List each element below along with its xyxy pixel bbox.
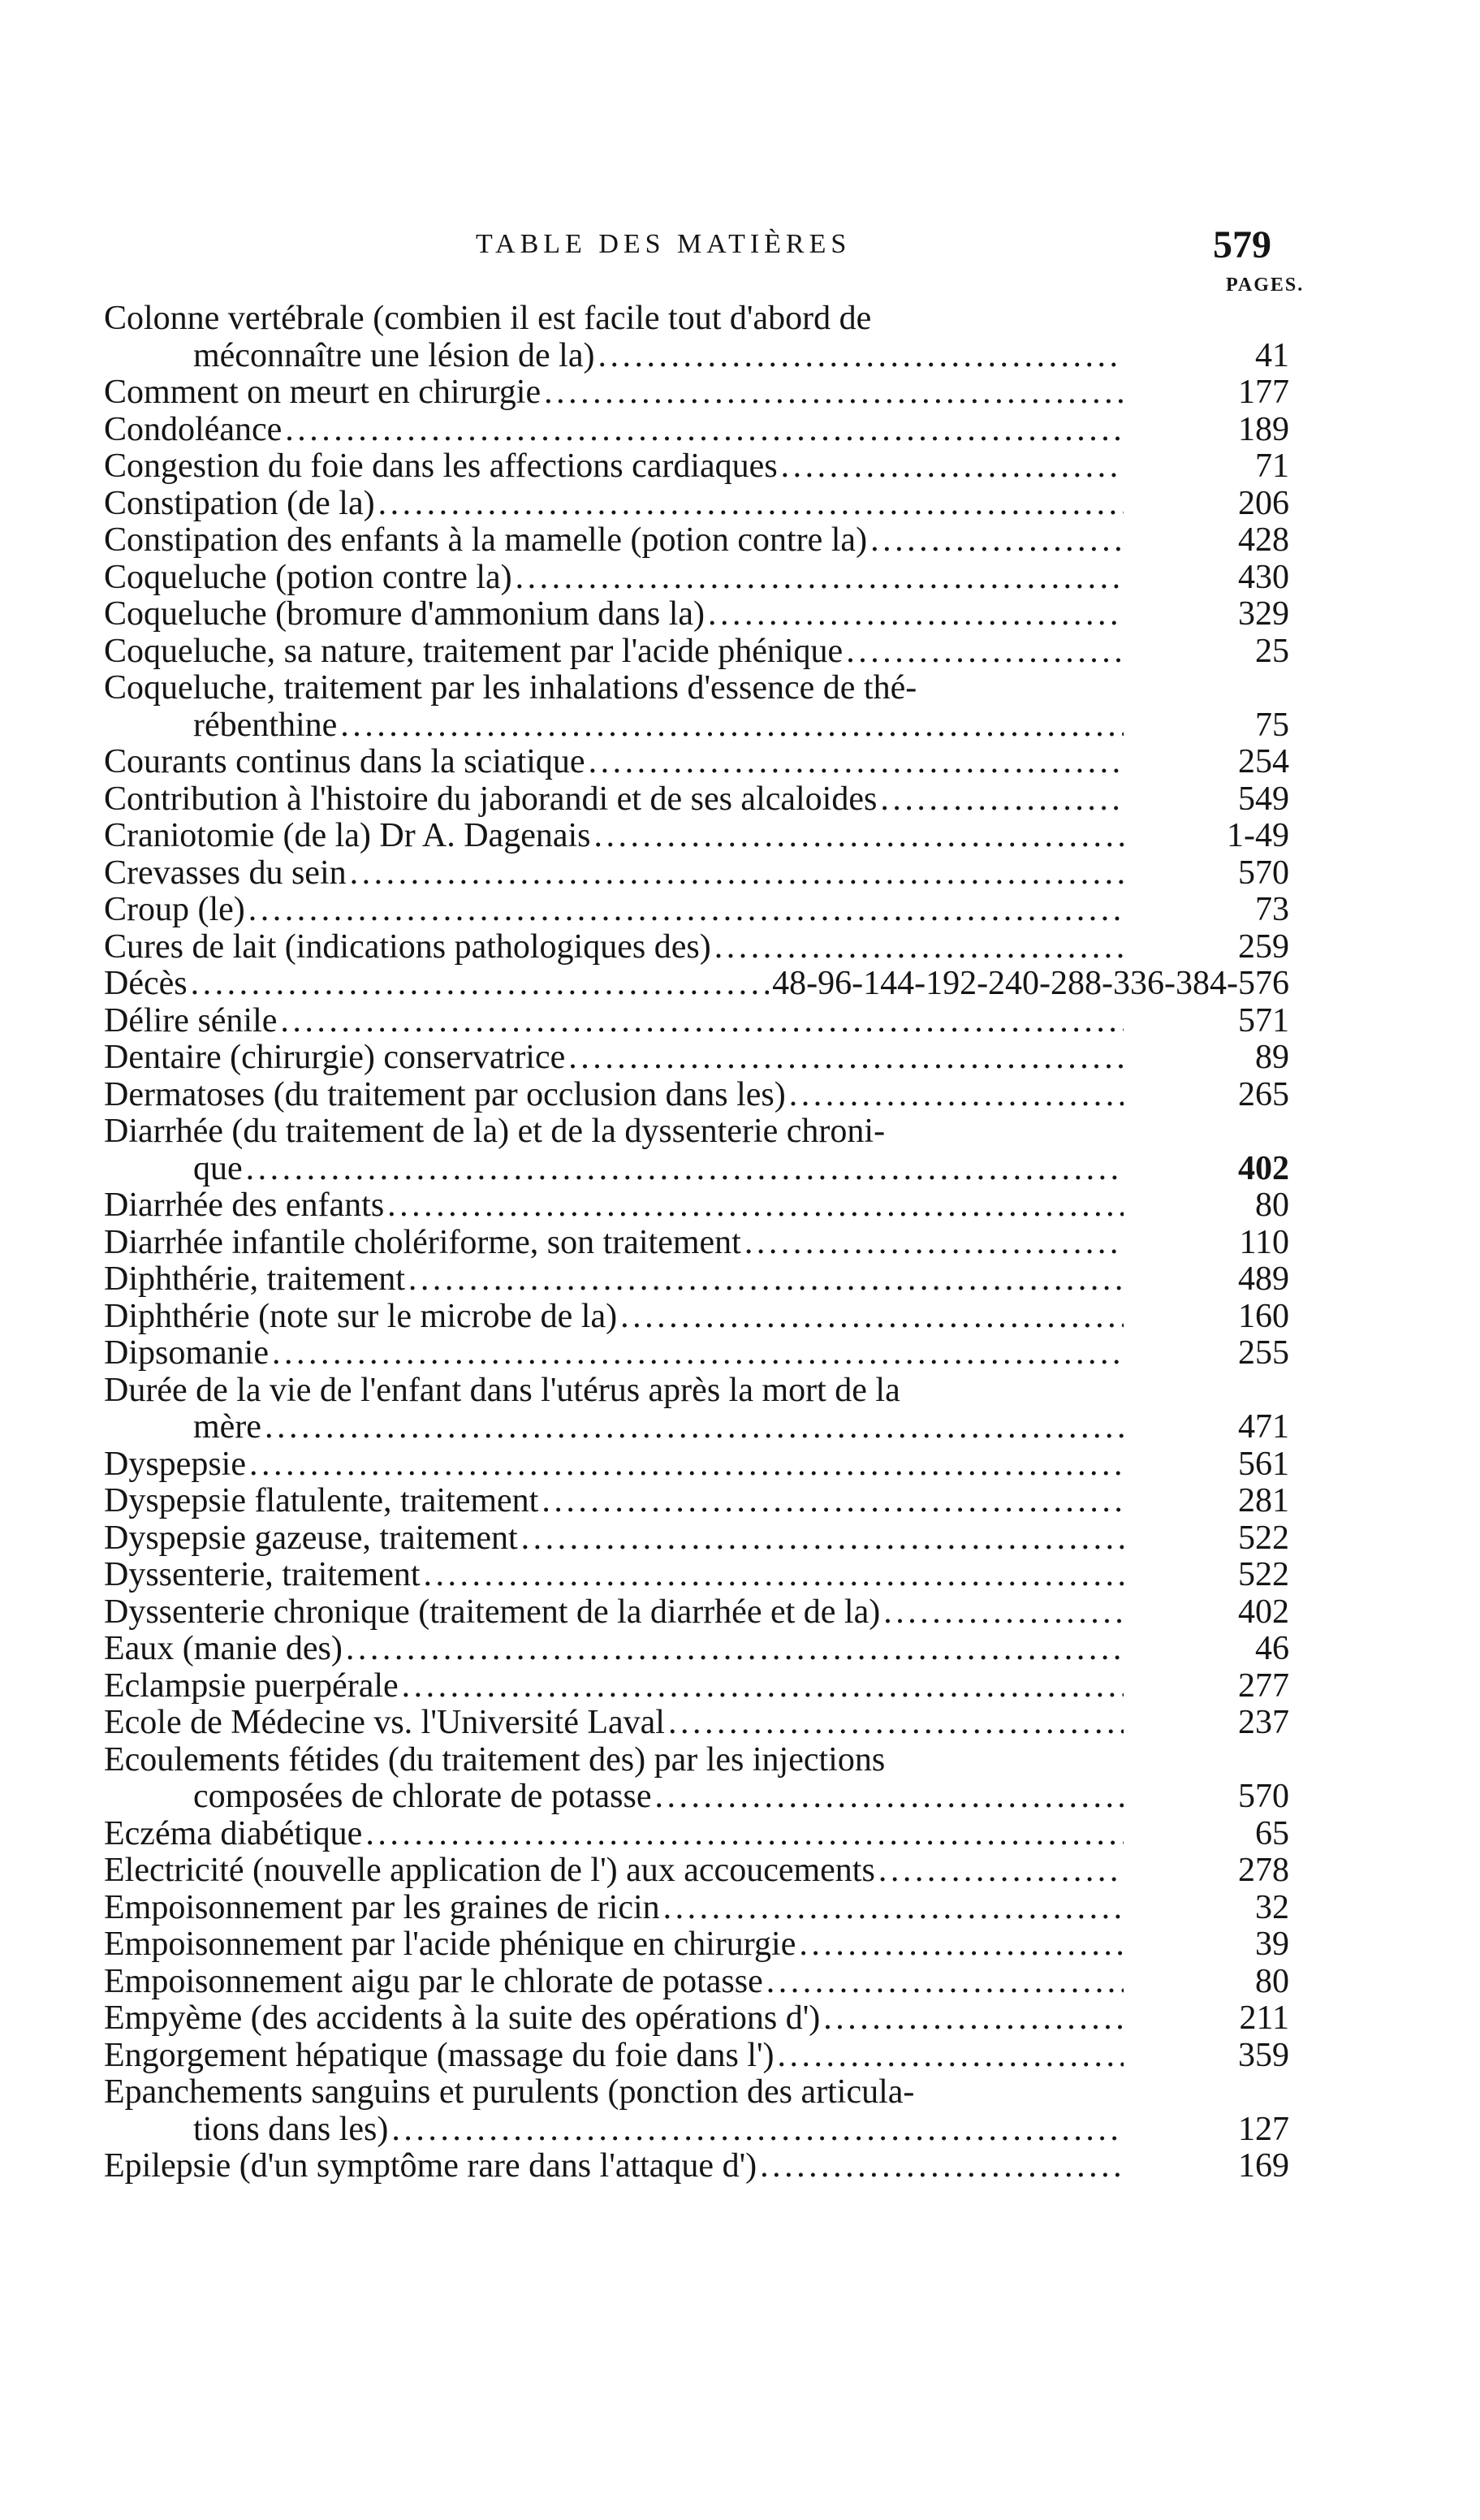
entry-text: Diarrhée infantile cholériforme, son traitement <box>104 1223 741 1261</box>
entry-text: Empoisonnement par l'acide phénique en chirurgie <box>104 1926 796 1963</box>
entry-text: Eclampsie puerpérale <box>104 1666 399 1705</box>
entry-text: Engorgement hépatique (massage du foie dans l') <box>104 2036 775 2074</box>
index-entry <box>104 2038 1289 2075</box>
dot-leader <box>340 707 1124 745</box>
index-entry <box>104 670 1289 744</box>
entry-page-reference: 160 <box>1238 1297 1289 1335</box>
index-entry <box>104 1742 1289 1816</box>
entry-text: Diarrhée (du traitement de la) et de la dyssenterie chroni- <box>104 1113 886 1150</box>
dot-leader <box>789 1077 1124 1114</box>
entry-text: Diphthérie (note sur le microbe de la) <box>104 1297 618 1335</box>
entry-text: Cures de lait (indications pathologiques des) <box>104 927 711 966</box>
dot-leader <box>593 818 1124 855</box>
dot-leader <box>708 596 1124 633</box>
entry-first-line <box>104 486 1127 523</box>
entry-text: méconnaître une lésion de la) <box>193 336 595 374</box>
index-entry <box>104 1372 1289 1446</box>
dot-leader <box>668 1705 1124 1742</box>
index-entry <box>104 1594 1289 1632</box>
entry-first-line <box>104 929 1127 966</box>
entry-page-reference: 255 <box>1238 1334 1289 1372</box>
dot-leader <box>402 1668 1124 1705</box>
index-entry <box>104 1705 1289 1742</box>
entry-page-reference: 549 <box>1238 780 1289 818</box>
dot-leader <box>880 781 1124 819</box>
index-list <box>104 300 1289 2185</box>
dot-leader <box>744 1225 1124 1262</box>
entry-text: Eczéma diabétique <box>104 1814 363 1852</box>
entry-text: Dyssenterie chronique (traitement de la diarrhée et de la) <box>104 1593 881 1631</box>
dot-leader <box>542 1483 1124 1520</box>
entry-text: Epilepsie (d'un symptôme rare dans l'attaque d') <box>104 2147 757 2185</box>
entry-text: Crevasses du sein <box>104 854 347 892</box>
entry-text: Durée de la vie de l'enfant dans l'utérus après la mort de la <box>104 1371 900 1409</box>
index-entry <box>104 560 1289 597</box>
entry-page-reference: 359 <box>1238 2036 1289 2074</box>
dot-leader <box>589 744 1124 781</box>
entry-page-reference: 259 <box>1238 927 1289 966</box>
index-entry <box>104 1631 1289 1668</box>
entry-text: Diphthérie, traitement <box>104 1260 405 1298</box>
entry-page-reference: 570 <box>1238 1778 1289 1815</box>
entry-first-line <box>104 300 1127 338</box>
entry-page-reference: 41 <box>1255 336 1289 374</box>
entry-first-line <box>104 1113 1127 1151</box>
dot-leader <box>285 412 1124 449</box>
dot-leader <box>883 1594 1124 1632</box>
entry-page-reference: 39 <box>1255 1926 1289 1963</box>
dot-leader <box>265 1409 1124 1446</box>
index-entry <box>104 892 1289 929</box>
index-entry <box>104 1113 1289 1187</box>
entry-continuation-line <box>104 338 1127 375</box>
dot-leader <box>521 1520 1124 1558</box>
entry-page-reference: 277 <box>1238 1666 1289 1705</box>
dot-leader <box>878 1852 1124 1890</box>
index-entry <box>104 818 1289 855</box>
entry-first-line <box>104 1668 1127 1705</box>
entry-page-reference: 25 <box>1255 632 1289 670</box>
entry-page-reference: 110 <box>1239 1223 1289 1261</box>
dot-leader <box>248 892 1124 929</box>
entry-first-line <box>104 1299 1127 1336</box>
entry-first-line <box>104 2000 1127 2038</box>
entry-page-reference: 189 <box>1238 410 1289 448</box>
index-entry <box>104 1299 1289 1336</box>
entry-page-reference: 1-49 <box>1227 817 1289 854</box>
dot-leader <box>350 855 1124 893</box>
entry-page-reference: 430 <box>1238 558 1289 596</box>
entry-page-reference: 522 <box>1238 1519 1289 1557</box>
entry-page-reference: 571 <box>1238 1001 1289 1040</box>
entry-page-reference: 428 <box>1238 521 1289 559</box>
dot-leader <box>620 1299 1124 1336</box>
entry-page-reference: 80 <box>1255 1962 1289 2000</box>
entry-first-line <box>104 1964 1127 2001</box>
entry-page-reference: 206 <box>1238 484 1289 522</box>
index-entry <box>104 1520 1289 1558</box>
index-entry <box>104 1446 1289 1484</box>
index-entry <box>104 522 1289 560</box>
entry-page-reference: 127 <box>1238 2110 1289 2148</box>
entry-page-reference: 177 <box>1238 374 1289 411</box>
entry-page-reference: 402 <box>1238 1593 1289 1631</box>
index-entry <box>104 486 1289 523</box>
entry-text: Eaux (manie des) <box>104 1630 343 1667</box>
dot-leader <box>598 338 1124 375</box>
entry-text: Contribution à l'histoire du jaborandi et de ses alcaloides <box>104 780 878 818</box>
entry-page-reference: 75 <box>1255 706 1289 744</box>
entry-text: Dyspepsie <box>104 1445 246 1483</box>
entry-text: Dyspepsie flatulente, traitement <box>104 1482 539 1519</box>
entry-first-line <box>104 1926 1127 1964</box>
entry-text: Ecoulements fétides (du traitement des) par les injections <box>104 1740 886 1779</box>
entry-page-reference: 570 <box>1238 854 1289 892</box>
entry-text: Coqueluche (bromure d'ammonium dans la) <box>104 595 705 633</box>
pages-column-label: PAGES. <box>1226 274 1305 296</box>
entry-page-reference: 169 <box>1238 2147 1289 2185</box>
index-entry <box>104 1003 1289 1040</box>
entry-first-line <box>104 1520 1127 1558</box>
entry-text: Dentaire (chirurgie) conservatrice <box>104 1039 566 1076</box>
entry-page-reference: 265 <box>1238 1075 1289 1113</box>
index-entry <box>104 929 1289 966</box>
entry-text: Colonne vertébrale (combien il est facile tout d'abord de <box>104 300 872 337</box>
entry-first-line <box>104 1003 1127 1040</box>
index-entry <box>104 1890 1289 1927</box>
entry-text: composées de chlorate de potasse <box>193 1778 652 1815</box>
entry-page-reference: 522 <box>1238 1556 1289 1593</box>
dot-leader <box>516 560 1124 597</box>
index-entry <box>104 2074 1289 2148</box>
dot-leader <box>846 633 1124 671</box>
dot-leader <box>408 1261 1124 1299</box>
entry-page-reference: 281 <box>1238 1482 1289 1519</box>
entry-page-reference: 211 <box>1239 1999 1289 2037</box>
entry-first-line <box>104 1852 1127 1890</box>
entry-first-line <box>104 1594 1127 1632</box>
entry-continuation-line <box>104 1151 1127 1188</box>
index-entry <box>104 1077 1289 1114</box>
entry-page-reference: 254 <box>1238 743 1289 780</box>
dot-leader <box>823 2000 1124 2038</box>
dot-leader <box>799 1926 1124 1964</box>
index-entry <box>104 1225 1289 1262</box>
dot-leader <box>191 966 770 1003</box>
dot-leader <box>365 1816 1124 1853</box>
index-entry <box>104 1852 1289 1890</box>
entry-first-line <box>104 560 1127 597</box>
dot-leader <box>714 929 1124 966</box>
dot-leader <box>870 522 1124 560</box>
index-entry <box>104 596 1289 633</box>
entry-page-reference: 237 <box>1238 1704 1289 1741</box>
entry-first-line <box>104 374 1127 412</box>
entry-first-line <box>104 1372 1127 1410</box>
entry-page-reference: 71 <box>1255 447 1289 485</box>
entry-continuation-line <box>104 1779 1127 1816</box>
entry-text: Empoisonnement aigu par le chlorate de potasse <box>104 1962 763 2000</box>
entry-first-line <box>104 2074 1127 2112</box>
entry-first-line <box>104 892 1127 929</box>
index-entry <box>104 855 1289 893</box>
entry-page-reference: 471 <box>1238 1408 1289 1446</box>
dot-leader <box>778 2038 1124 2075</box>
index-entry <box>104 1335 1289 1372</box>
index-entry <box>104 374 1289 412</box>
entry-first-line <box>104 596 1127 633</box>
index-entry <box>104 1816 1289 1853</box>
entry-first-line <box>104 2148 1127 2185</box>
entry-text: Croup (le) <box>104 891 245 928</box>
entry-page-reference: 80 <box>1255 1187 1289 1224</box>
entry-first-line <box>104 670 1127 707</box>
entry-text: Epanchements sanguins et purulents (ponction des articula- <box>104 2073 915 2111</box>
entry-first-line <box>104 1557 1127 1594</box>
dot-leader <box>654 1779 1124 1816</box>
entry-text: Empoisonnement par les graines de ricin <box>104 1888 660 1926</box>
index-entry <box>104 1261 1289 1299</box>
entry-text: Courants continus dans la sciatique <box>104 743 585 780</box>
entry-page-reference: 48-96-144-192-240-288-336-384-576 <box>772 965 1289 1002</box>
entry-first-line <box>104 744 1127 781</box>
entry-text: Condoléance <box>104 410 283 448</box>
entry-first-line <box>104 1225 1127 1262</box>
entry-text: Constipation des enfants à la mamelle (potion contre la) <box>104 521 868 559</box>
dot-leader <box>760 2148 1124 2185</box>
entry-first-line <box>104 1705 1127 1742</box>
dot-leader <box>378 486 1124 523</box>
entry-text: Congestion du foie dans les affections cardiaques <box>104 447 778 485</box>
entry-text: Diarrhée des enfants <box>104 1187 385 1224</box>
dot-leader <box>424 1557 1124 1594</box>
page-title: TABLE DES MATIÈRES <box>476 229 852 259</box>
entry-text: Dermatoses (du traitement par occlusion dans les) <box>104 1075 786 1113</box>
index-entry <box>104 300 1289 374</box>
entry-first-line <box>104 1077 1127 1114</box>
dot-leader <box>272 1335 1124 1372</box>
index-entry <box>104 2148 1289 2185</box>
entry-page-reference: 73 <box>1255 891 1289 928</box>
entry-text: Ecole de Médecine vs. l'Université Laval <box>104 1704 665 1741</box>
entry-continuation-line <box>104 2112 1127 2149</box>
index-entry <box>104 744 1289 781</box>
running-head <box>0 223 1480 296</box>
entry-first-line <box>104 966 1289 1003</box>
entry-first-line <box>104 448 1127 486</box>
index-entry <box>104 412 1289 449</box>
dot-leader <box>781 448 1124 486</box>
page-number: 579 <box>1213 223 1271 266</box>
entry-first-line <box>104 781 1127 819</box>
index-entry <box>104 1926 1289 1964</box>
entry-first-line <box>104 818 1127 855</box>
entry-continuation-line <box>104 707 1127 745</box>
entry-page-reference: 46 <box>1255 1630 1289 1667</box>
entry-first-line <box>104 633 1127 671</box>
entry-text: Electricité (nouvelle application de l') aux accoucements <box>104 1852 875 1889</box>
entry-text: Dyssenterie, traitement <box>104 1556 421 1593</box>
entry-text: Craniotomie (de la) Dr A. Dagenais <box>104 817 591 854</box>
index-entry <box>104 2000 1289 2038</box>
index-entry <box>104 1040 1289 1077</box>
entry-first-line <box>104 1483 1127 1520</box>
index-entry <box>104 1557 1289 1594</box>
dot-leader <box>766 1964 1124 2001</box>
entry-first-line <box>104 1446 1127 1484</box>
entry-first-line <box>104 1187 1127 1225</box>
entry-first-line <box>104 1335 1127 1372</box>
entry-text: Comment on meurt en chirurgie <box>104 374 542 411</box>
entry-first-line <box>104 1742 1127 1779</box>
dot-leader <box>246 1151 1124 1188</box>
entry-first-line <box>104 1261 1127 1299</box>
entry-text: Délire sénile <box>104 1001 278 1040</box>
entry-page-reference: 489 <box>1238 1260 1289 1298</box>
entry-first-line <box>104 1040 1127 1077</box>
index-entry <box>104 781 1289 819</box>
dot-leader <box>249 1446 1124 1484</box>
entry-text: Empyème (des accidents à la suite des opérations d') <box>104 1999 821 2037</box>
entry-text: Dyspepsie gazeuse, traitement <box>104 1519 518 1557</box>
dot-leader <box>663 1890 1124 1927</box>
entry-text: mère <box>193 1408 261 1446</box>
entry-page-reference: 89 <box>1255 1039 1289 1076</box>
entry-first-line <box>104 412 1127 449</box>
dot-leader <box>544 374 1124 412</box>
entry-text: tions dans les) <box>193 2110 389 2148</box>
index-entry <box>104 633 1289 671</box>
entry-text: que <box>193 1149 243 1187</box>
entry-text: Dipsomanie <box>104 1334 269 1372</box>
dot-leader <box>280 1003 1124 1040</box>
entry-page-reference: 32 <box>1255 1888 1289 1926</box>
entry-page-reference: 278 <box>1238 1852 1289 1889</box>
index-entry <box>104 966 1289 1003</box>
entry-continuation-line <box>104 1409 1127 1446</box>
entry-text: Constipation (de la) <box>104 484 375 522</box>
entry-page-reference: 402 <box>1238 1149 1289 1187</box>
index-entry <box>104 1668 1289 1705</box>
entry-text: rébenthine <box>193 706 338 744</box>
entry-page-reference: 561 <box>1238 1445 1289 1483</box>
entry-first-line <box>104 855 1127 893</box>
dot-leader <box>387 1187 1124 1225</box>
entry-page-reference: 65 <box>1255 1814 1289 1852</box>
entry-page-reference: 329 <box>1238 595 1289 633</box>
entry-text: Décès <box>104 965 188 1002</box>
entry-text: Coqueluche (potion contre la) <box>104 558 512 596</box>
dot-leader <box>568 1040 1124 1077</box>
index-entry <box>104 1187 1289 1225</box>
index-entry <box>104 1483 1289 1520</box>
entry-first-line <box>104 1631 1127 1668</box>
entry-first-line <box>104 1890 1127 1927</box>
entry-text: Coqueluche, sa nature, traitement par l'acide phénique <box>104 632 844 670</box>
index-entry <box>104 1964 1289 2001</box>
dot-leader <box>346 1631 1124 1668</box>
entry-first-line <box>104 522 1127 560</box>
entry-text: Coqueluche, traitement par les inhalations d'essence de thé- <box>104 669 917 707</box>
entry-first-line <box>104 1816 1127 1853</box>
entry-first-line <box>104 2038 1127 2075</box>
index-entry <box>104 448 1289 486</box>
dot-leader <box>391 2112 1124 2149</box>
